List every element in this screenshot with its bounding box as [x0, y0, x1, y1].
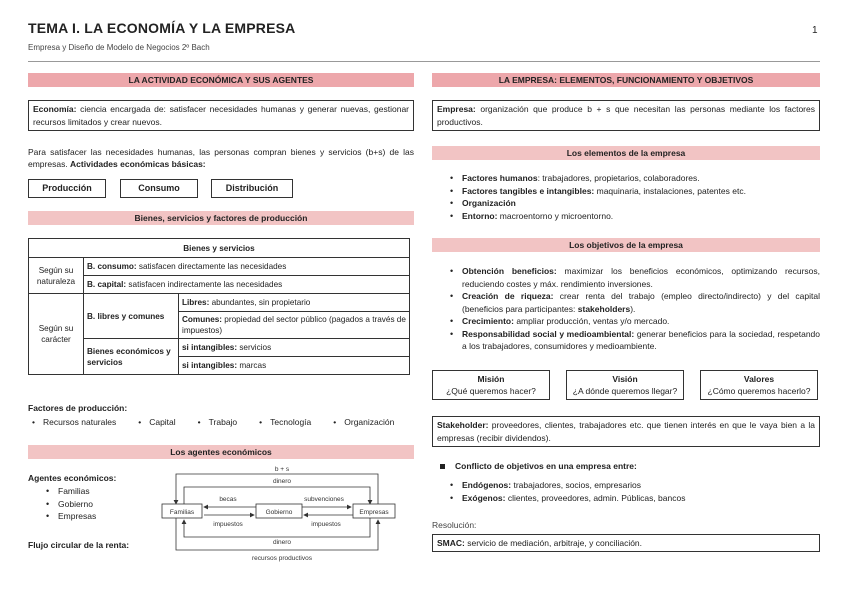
conflicto-title-text: Conflicto de objetivos en una empresa entre:: [455, 461, 637, 471]
conflicto-item: [432, 492, 820, 505]
stakeholder-definition: [432, 416, 820, 447]
elementos-list: [432, 172, 820, 222]
section-band-objetivos: Los objetivos de la empresa: [432, 238, 820, 252]
comunes-cell: [179, 312, 410, 339]
section-band-elementos: Los elementos de la empresa: [432, 146, 820, 160]
libres-term: Libres:: [182, 298, 210, 307]
intang1-def: servicios: [237, 343, 272, 352]
mision-question: ¿Qué queremos hacer?: [446, 386, 536, 396]
objetivo-item: [432, 290, 820, 315]
stakeholder-term: Stakeholder:: [437, 420, 489, 430]
mision-box: [432, 370, 550, 400]
label-dinero-top: dinero: [272, 478, 292, 485]
consumo-def: satisfacen directamente las necesidades: [136, 262, 287, 271]
factor-item: • Trabajo: [198, 417, 238, 427]
objetivo-term: Obtención beneficios:: [462, 266, 557, 276]
table-header: Bienes y servicios: [29, 239, 410, 258]
conflicto-term: Endógenos:: [462, 480, 512, 490]
elemento-term: Entorno:: [462, 210, 498, 221]
agente-item: • Empresas: [28, 510, 158, 523]
smac-definition: [432, 534, 820, 552]
economia-term: Economía:: [33, 104, 77, 114]
label-impuestos-right: impuestos: [311, 521, 341, 528]
economia-def: ciencia encargada de: satisfacer necesidades humanas y generar nuevas, gestionar recursos limitados y crear nuevos.: [33, 104, 409, 127]
empresa-def: organización que produce b + s que necesitan las personas mediante los factores productivos.: [437, 104, 815, 127]
capital-def: satisfacen indirectamente las necesidades: [126, 280, 283, 289]
activity-consumo: Consumo: [120, 179, 198, 198]
consumo-cell: [84, 258, 410, 276]
section-band-bienes: Bienes, servicios y factores de producción: [28, 211, 414, 225]
header-divider: [28, 61, 820, 62]
vision-title: Visión: [612, 374, 638, 384]
square-bullet-icon: [440, 464, 445, 469]
vision-box: [566, 370, 684, 400]
empresa-definition: [432, 100, 820, 131]
mision-title: Misión: [477, 374, 505, 384]
section-band-empresa: LA EMPRESA: ELEMENTOS, FUNCIONAMIENTO Y OBJETIVOS: [432, 73, 820, 87]
agente-item: • Familias: [28, 485, 158, 498]
intangibles-servicios-cell: [179, 339, 410, 357]
conflicto-term: Exógenos:: [462, 492, 506, 503]
objetivo-term: Responsabilidad social y medioambiental:: [462, 328, 635, 339]
elemento-def: macroentorno y microentorno.: [497, 210, 614, 221]
section-band-actividad: LA ACTIVIDAD ECONÓMICA Y SUS AGENTES: [28, 73, 414, 87]
libres-def: abundantes, sin propietario: [209, 298, 311, 307]
label-bs-top: b + s: [274, 466, 290, 473]
empresa-term: Empresa:: [437, 104, 476, 114]
arrow-dinero-bottom: [184, 518, 370, 537]
libres-comunes-label: B. libres y comunes: [84, 294, 179, 339]
objetivo-item: [432, 265, 820, 290]
label-impuestos-left: impuestos: [213, 521, 243, 528]
agente-item: • Gobierno: [28, 498, 158, 511]
flujo-title: Flujo circular de la renta:: [28, 540, 130, 550]
intro-text: Para satisfacer las necesidades humanas, las personas compran bienes y servicios (b+s) de las empresas.: [28, 147, 414, 169]
elemento-item: [432, 185, 820, 198]
intang2-term: si intangibles:: [182, 361, 238, 370]
smac-term: SMAC:: [437, 538, 465, 548]
activity-distribucion: Distribución: [211, 179, 293, 198]
valores-title: Valores: [743, 374, 775, 384]
elemento-term: Organización: [462, 198, 516, 208]
consumo-term: B. consumo:: [87, 262, 137, 271]
factor-item: • Tecnología: [259, 417, 311, 427]
agentes-title: Agentes económicos:: [28, 473, 117, 483]
elemento-item: [432, 197, 820, 210]
naturaleza-label: Según su naturaleza: [29, 258, 84, 294]
activity-produccion: Producción: [28, 179, 106, 198]
economia-definition: [28, 100, 414, 131]
objetivo-term: Creación de riqueza:: [462, 291, 554, 301]
objetivo-term: Crecimiento:: [462, 316, 514, 326]
gobierno-label: Gobierno: [265, 509, 293, 516]
flujo-circular-diagram: [160, 464, 405, 564]
conflicto-def: clientes, proveedores, admin. Públicas, bancos: [505, 492, 686, 503]
caracter-label: Según su carácter: [29, 294, 84, 375]
elemento-term: Factores tangibles e intangibles:: [462, 185, 595, 196]
label-subvenciones: subvenciones: [304, 496, 344, 503]
objetivos-list: [432, 265, 820, 353]
stakeholders-bold: stakeholders: [577, 303, 631, 314]
objetivo-item: [432, 328, 820, 353]
intangibles-marcas-cell: [179, 357, 410, 375]
label-becas: becas: [219, 496, 237, 503]
page-number: 1: [812, 25, 818, 36]
intro-bold: Actividades económicas básicas:: [70, 159, 206, 169]
elemento-item: [432, 210, 820, 223]
factor-item: • Capital: [138, 417, 175, 427]
objetivo-def: maximizar los beneficios económicos, optimizando recursos, reduciendo costes y máx. rendimiento inversiones.: [462, 266, 820, 289]
section-band-agentes: Los agentes económicos: [28, 445, 414, 459]
comunes-def: propiedad del sector público (pagados a través de impuestos): [182, 315, 406, 335]
comunes-term: Comunes:: [182, 315, 223, 324]
valores-box: [700, 370, 818, 400]
agentes-list: [28, 485, 158, 523]
objetivo-item: [432, 315, 820, 328]
valores-question: ¿Cómo queremos hacerlo?: [707, 386, 811, 396]
vision-question: ¿A dónde queremos llegar?: [572, 386, 678, 396]
factor-item: • Organización: [333, 417, 394, 427]
conflicto-def: trabajadores, socios, empresarios: [511, 480, 642, 490]
factores-title: Factores de producción:: [28, 403, 128, 413]
intro-paragraph: [28, 146, 414, 170]
bienes-table: [28, 238, 410, 375]
elemento-term: Factores humanos: [462, 173, 538, 183]
empresas-label: Empresas: [359, 509, 389, 516]
conflicto-list: [432, 479, 820, 504]
resolucion-label: Resolución:: [432, 520, 477, 530]
conflicto-item: [432, 479, 820, 492]
stakeholder-def: proveedores, clientes, trabajadores etc. que tienen interés en que le vaya bien a la empresas (recibir dividendos).: [437, 420, 815, 443]
label-dinero-bottom: dinero: [272, 539, 292, 546]
intang1-term: si intangibles:: [182, 343, 238, 352]
factor-item: • Recursos naturales: [32, 417, 116, 427]
objetivo-def: crear renta del trabajo (empleo directo/indirecto) y del capital (beneficios para participantes:: [462, 291, 820, 314]
objetivo-def: generar beneficios para la sociedad, respetando a los trabajadores, consumidores y medioambiente.: [462, 328, 820, 351]
page-title: TEMA I. LA ECONOMÍA Y LA EMPRESA: [28, 20, 296, 36]
label-recursos: recursos productivos: [252, 555, 312, 562]
elemento-item: [432, 172, 820, 185]
smac-def: servicio de mediación, arbitraje, y conciliación.: [464, 538, 643, 548]
conflicto-title: [440, 460, 637, 472]
factores-list: [32, 417, 416, 427]
capital-cell: [84, 276, 410, 294]
page-subtitle: Empresa y Diseño de Modelo de Negocios 2º Bach: [28, 43, 210, 52]
objetivo-def: ampliar producción, ventas y/o mercado.: [513, 316, 670, 326]
intang2-def: marcas: [237, 361, 267, 370]
familias-label: Familias: [169, 509, 195, 516]
objetivo-tail: ).: [630, 303, 636, 314]
elemento-def: maquinaria, instalaciones, patentes etc.: [594, 185, 746, 196]
elemento-def: : trabajadores, propietarios, colaboradores.: [537, 173, 700, 183]
capital-term: B. capital:: [87, 280, 127, 289]
eco-serv-label: Bienes económicos y servicios: [84, 339, 179, 375]
libres-cell: [179, 294, 410, 312]
